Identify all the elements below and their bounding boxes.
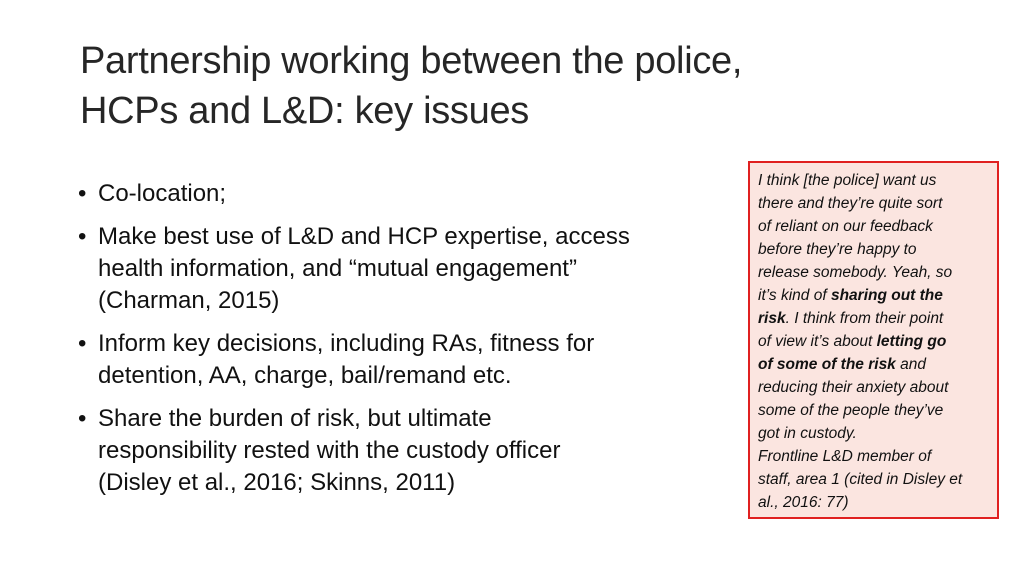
quote-line: [758, 307, 991, 330]
bullet-dot-icon: •: [78, 223, 87, 250]
quote-emphasis: sharing out the: [830, 287, 943, 304]
slide-title: [80, 36, 900, 136]
quote-text: and: [895, 356, 926, 373]
quote-box: [748, 161, 999, 519]
quote-attribution: al., 2016: 77): [758, 494, 849, 511]
quote-line: some of the people they’ve: [758, 402, 944, 419]
quote-line: [758, 353, 991, 376]
bullet-dot-icon: •: [78, 330, 87, 357]
quote-attribution: Frontline L&D member of: [758, 448, 932, 465]
quote-line: [758, 330, 991, 353]
quote-emphasis: risk: [758, 310, 786, 327]
quote-line: got in custody.: [758, 425, 857, 442]
quote-line: of reliant on our feedback: [758, 218, 933, 235]
bullet-item-burden-of-risk: [78, 403, 718, 499]
bullet-text: Co-location;: [98, 180, 227, 207]
title-line-1: Partnership working between the police,: [80, 40, 743, 82]
bullet-dot-icon: •: [78, 180, 87, 207]
bullet-item-key-decisions: [78, 328, 718, 392]
quote-emphasis: letting go: [876, 333, 947, 350]
bullet-list: [78, 178, 718, 510]
quote-line: before they’re happy to: [758, 241, 917, 258]
bullet-text: detention, AA, charge, bail/remand etc.: [98, 362, 512, 389]
quote-text: of view it’s about: [758, 333, 877, 350]
title-line-2: HCPs and L&D: key issues: [80, 90, 529, 132]
bullet-item-expertise: [78, 221, 718, 317]
quote-line: I think [the police] want us: [758, 172, 937, 189]
quote-text: it’s kind of: [758, 287, 831, 304]
bullet-text: responsibility rested with the custody officer: [98, 437, 561, 464]
bullet-dot-icon: •: [78, 405, 87, 432]
quote-emphasis: of some of the risk: [758, 356, 896, 373]
bullet-text: Inform key decisions, including RAs, fitness for: [98, 330, 595, 357]
quote-line: [758, 284, 991, 307]
quote-line: reducing their anxiety about: [758, 379, 949, 396]
bullet-text: Share the burden of risk, but ultimate: [98, 405, 492, 432]
bullet-text: Make best use of L&D and HCP expertise, access: [98, 223, 630, 250]
bullet-text: health information, and “mutual engagement”: [98, 255, 577, 282]
bullet-item-co-location: [78, 178, 718, 210]
quote-line: there and they’re quite sort: [758, 195, 943, 212]
bullet-text: (Disley et al., 2016; Skinns, 2011): [98, 469, 456, 496]
quote-line: release somebody. Yeah, so: [758, 264, 953, 281]
quote-text: . I think from their point: [785, 310, 944, 327]
quote-attribution: staff, area 1 (cited in Disley et: [758, 471, 963, 488]
bullet-text: (Charman, 2015): [98, 287, 280, 314]
